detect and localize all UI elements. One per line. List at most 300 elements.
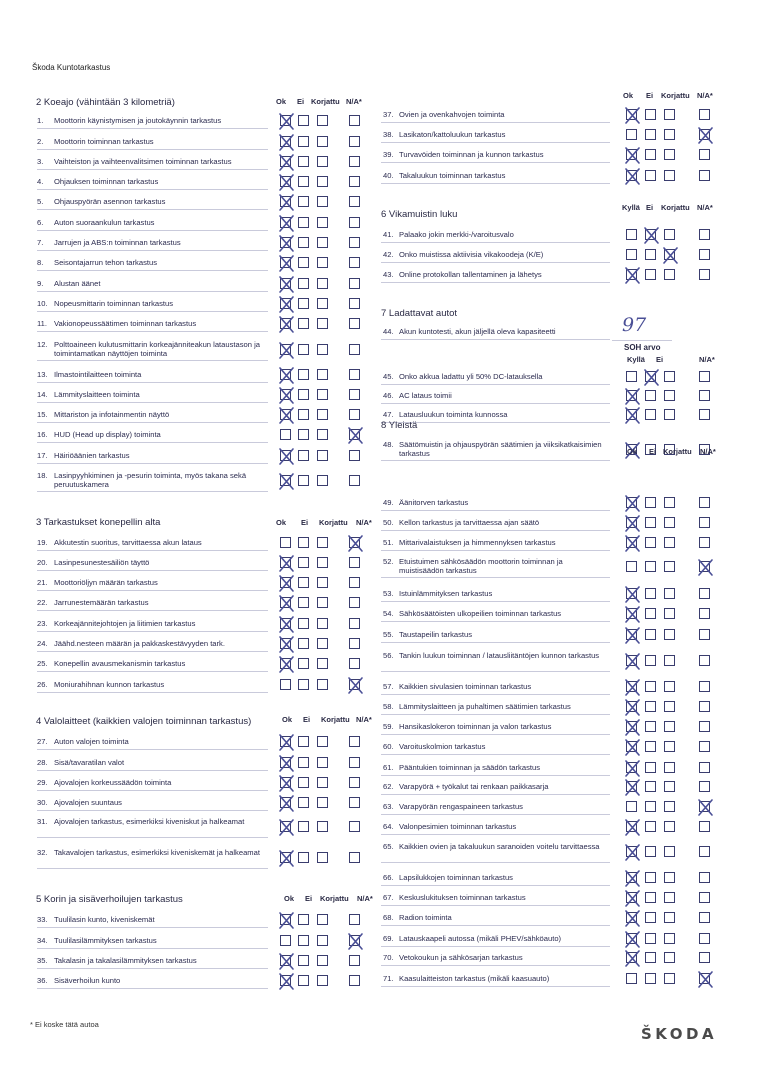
checklist-item — [37, 936, 268, 945]
checkbox-ei[interactable] — [645, 821, 656, 832]
checkbox-korjattu[interactable] — [317, 196, 328, 207]
checkbox-ok[interactable] — [280, 196, 291, 207]
checkbox-na[interactable] — [349, 557, 360, 568]
checkbox-na[interactable] — [349, 757, 360, 768]
checkbox-korjattu[interactable] — [664, 872, 675, 883]
checkbox-ei[interactable] — [298, 777, 309, 788]
checkbox-ok[interactable] — [280, 955, 291, 966]
checkbox-korjattu[interactable] — [664, 561, 675, 572]
checkbox-ok[interactable] — [626, 762, 637, 773]
checkbox-ok[interactable] — [280, 537, 291, 548]
checkbox-ok[interactable] — [626, 371, 637, 382]
checkbox-ei[interactable] — [298, 757, 309, 768]
checkbox-ok[interactable] — [280, 975, 291, 986]
checkbox-ei[interactable] — [298, 736, 309, 747]
checkbox-ei[interactable] — [645, 912, 656, 923]
checkbox-ok[interactable] — [626, 973, 637, 984]
checkbox-na[interactable] — [349, 389, 360, 400]
checkbox-ei[interactable] — [298, 618, 309, 629]
checkbox-na[interactable] — [349, 777, 360, 788]
checkbox-ok[interactable] — [280, 429, 291, 440]
checkbox-ok[interactable] — [626, 269, 637, 280]
check-mark — [278, 342, 295, 359]
item-number: 24. — [37, 639, 48, 648]
checkbox-ok[interactable] — [626, 912, 637, 923]
column-header-ok: Ok — [282, 715, 293, 724]
checkbox-korjattu[interactable] — [664, 537, 675, 548]
checkbox-na[interactable] — [699, 781, 710, 792]
checkbox-na[interactable] — [699, 390, 710, 401]
checkbox-korjattu[interactable] — [317, 679, 328, 690]
checkbox-na[interactable] — [699, 129, 710, 140]
checkbox-na[interactable] — [349, 136, 360, 147]
checkbox-ei[interactable] — [298, 318, 309, 329]
checkbox-ok[interactable] — [626, 588, 637, 599]
checkbox-korjattu[interactable] — [317, 777, 328, 788]
checkbox-ok[interactable] — [280, 217, 291, 228]
checkbox-ei[interactable] — [298, 409, 309, 420]
checkbox-na[interactable] — [699, 497, 710, 508]
checkbox-ok[interactable] — [280, 679, 291, 690]
checkbox-na[interactable] — [349, 618, 360, 629]
checkbox-ei[interactable] — [645, 701, 656, 712]
row-underline — [37, 189, 268, 190]
checkbox-ok[interactable] — [626, 655, 637, 666]
checkbox-ok[interactable] — [280, 344, 291, 355]
checkbox-ei[interactable] — [645, 629, 656, 640]
checkbox-ok[interactable] — [280, 475, 291, 486]
checkbox-na[interactable] — [699, 170, 710, 181]
checkbox-korjattu[interactable] — [317, 597, 328, 608]
checkbox-na[interactable] — [699, 701, 710, 712]
checkbox-ok[interactable] — [280, 156, 291, 167]
checkbox-na[interactable] — [699, 109, 710, 120]
item-text: Latausluukun toiminta kunnossa — [399, 410, 508, 419]
checkbox-ok[interactable] — [280, 658, 291, 669]
checkbox-ok[interactable] — [280, 318, 291, 329]
checkbox-na[interactable] — [349, 344, 360, 355]
checkbox-ei[interactable] — [298, 257, 309, 268]
checkbox-ei[interactable] — [645, 973, 656, 984]
checkbox-na[interactable] — [699, 149, 710, 160]
checkbox-na[interactable] — [349, 955, 360, 966]
checkbox-ok[interactable] — [280, 257, 291, 268]
checkbox-ok[interactable] — [280, 557, 291, 568]
checkbox-ok[interactable] — [280, 176, 291, 187]
checkbox-korjattu[interactable] — [664, 149, 675, 160]
checkbox-korjattu[interactable] — [664, 952, 675, 963]
item-number: 15. — [37, 410, 48, 419]
item-text: Nopeusmittarin toiminnan tarkastus — [54, 299, 174, 308]
checkbox-korjattu[interactable] — [317, 797, 328, 808]
checkbox-ok[interactable] — [626, 517, 637, 528]
checkbox-na[interactable] — [349, 298, 360, 309]
checkbox-ok[interactable] — [280, 914, 291, 925]
checkbox-korjattu[interactable] — [317, 136, 328, 147]
checkbox-korjattu[interactable] — [664, 933, 675, 944]
checkbox-ei[interactable] — [645, 608, 656, 619]
checkbox-korjattu[interactable] — [317, 369, 328, 380]
checkbox-korjattu[interactable] — [317, 475, 328, 486]
checkbox-korjattu[interactable] — [664, 821, 675, 832]
checkbox-ei[interactable] — [298, 136, 309, 147]
column-header-ei: Ei — [305, 894, 313, 903]
row-underline — [381, 142, 610, 143]
checkbox-korjattu[interactable] — [664, 762, 675, 773]
checkbox-korjattu[interactable] — [317, 176, 328, 187]
checkbox-na[interactable] — [349, 797, 360, 808]
checkbox-korjattu[interactable] — [317, 658, 328, 669]
checkbox-na[interactable] — [349, 429, 360, 440]
checkbox-korjattu[interactable] — [317, 298, 328, 309]
checkbox-na[interactable] — [699, 608, 710, 619]
checkbox-ei[interactable] — [298, 821, 309, 832]
checkbox-ok[interactable] — [626, 721, 637, 732]
checkbox-ei[interactable] — [645, 561, 656, 572]
checkbox-korjattu[interactable] — [317, 257, 328, 268]
checkbox-ok[interactable] — [626, 497, 637, 508]
checkbox-na[interactable] — [349, 217, 360, 228]
checkbox-ei[interactable] — [645, 537, 656, 548]
checkbox-korjattu[interactable] — [317, 389, 328, 400]
checkbox-korjattu[interactable] — [317, 577, 328, 588]
checklist-item — [383, 630, 610, 639]
checkbox-na[interactable] — [349, 638, 360, 649]
checkbox-korjattu[interactable] — [317, 821, 328, 832]
checkbox-na[interactable] — [699, 721, 710, 732]
checkbox-ei[interactable] — [645, 588, 656, 599]
checkbox-korjattu[interactable] — [317, 736, 328, 747]
checkbox-korjattu[interactable] — [317, 914, 328, 925]
checkbox-ei[interactable] — [298, 217, 309, 228]
checkbox-na[interactable] — [349, 278, 360, 289]
checkbox-ei[interactable] — [298, 679, 309, 690]
checkbox-ei[interactable] — [298, 597, 309, 608]
checkbox-na[interactable] — [699, 229, 710, 240]
checkbox-na[interactable] — [699, 801, 710, 812]
checkbox-korjattu[interactable] — [317, 537, 328, 548]
checkbox-na[interactable] — [349, 537, 360, 548]
checkbox-korjattu[interactable] — [664, 497, 675, 508]
checkbox-ok[interactable] — [280, 237, 291, 248]
checkbox-ei[interactable] — [645, 497, 656, 508]
checkbox-na[interactable] — [349, 196, 360, 207]
checkbox-ei[interactable] — [645, 229, 656, 240]
checkbox-ei[interactable] — [298, 369, 309, 380]
checkbox-na[interactable] — [699, 933, 710, 944]
checkbox-ok[interactable] — [626, 149, 637, 160]
checkbox-na[interactable] — [699, 655, 710, 666]
checkbox-ok[interactable] — [626, 681, 637, 692]
checkbox-korjattu[interactable] — [317, 237, 328, 248]
checkbox-korjattu[interactable] — [664, 588, 675, 599]
checkbox-ei[interactable] — [645, 781, 656, 792]
checkbox-na[interactable] — [699, 269, 710, 280]
checkbox-na[interactable] — [699, 973, 710, 984]
checkbox-korjattu[interactable] — [664, 229, 675, 240]
checkbox-ei[interactable] — [298, 237, 309, 248]
checkbox-korjattu[interactable] — [664, 892, 675, 903]
checkbox-ok[interactable] — [280, 797, 291, 808]
checkbox-ei[interactable] — [298, 955, 309, 966]
checkbox-ei[interactable] — [645, 109, 656, 120]
checkbox-ei[interactable] — [298, 115, 309, 126]
checkbox-ok[interactable] — [280, 278, 291, 289]
checkbox-ei[interactable] — [298, 975, 309, 986]
checkbox-na[interactable] — [349, 156, 360, 167]
checkbox-korjattu[interactable] — [317, 975, 328, 986]
checkbox-ei[interactable] — [298, 914, 309, 925]
checkbox-ei[interactable] — [645, 762, 656, 773]
checkbox-korjattu[interactable] — [664, 912, 675, 923]
checkbox-ok[interactable] — [626, 229, 637, 240]
checkbox-ok[interactable] — [626, 801, 637, 812]
checkbox-ei[interactable] — [645, 952, 656, 963]
checkbox-korjattu[interactable] — [317, 955, 328, 966]
checkbox-na[interactable] — [349, 975, 360, 986]
row-underline — [37, 491, 268, 492]
checkbox-korjattu[interactable] — [664, 973, 675, 984]
check-mark — [624, 679, 641, 696]
checkbox-korjattu[interactable] — [664, 721, 675, 732]
checkbox-ei[interactable] — [645, 846, 656, 857]
checkbox-ei[interactable] — [298, 429, 309, 440]
checkbox-ei[interactable] — [645, 371, 656, 382]
checkbox-ei[interactable] — [645, 390, 656, 401]
checkbox-ei[interactable] — [645, 249, 656, 260]
checkbox-korjattu[interactable] — [317, 618, 328, 629]
checkbox-korjattu[interactable] — [664, 269, 675, 280]
checkbox-ok[interactable] — [280, 450, 291, 461]
checkbox-korjattu[interactable] — [317, 344, 328, 355]
checkbox-korjattu[interactable] — [317, 409, 328, 420]
checkbox-ei[interactable] — [298, 176, 309, 187]
checkbox-na[interactable] — [349, 409, 360, 420]
checkbox-ok[interactable] — [626, 561, 637, 572]
checkbox-ok[interactable] — [280, 136, 291, 147]
checkbox-ok[interactable] — [280, 298, 291, 309]
checkbox-na[interactable] — [699, 892, 710, 903]
checkbox-ok[interactable] — [626, 109, 637, 120]
checkbox-na[interactable] — [699, 409, 710, 420]
checkbox-na[interactable] — [349, 852, 360, 863]
checkbox-ei[interactable] — [298, 450, 309, 461]
check-mark — [347, 535, 364, 552]
checkbox-na[interactable] — [349, 475, 360, 486]
checkbox-ei[interactable] — [645, 933, 656, 944]
checkbox-ok[interactable] — [280, 577, 291, 588]
checkbox-ei[interactable] — [645, 681, 656, 692]
checkbox-ok[interactable] — [626, 537, 637, 548]
checkbox-ei[interactable] — [645, 892, 656, 903]
checkbox-na[interactable] — [699, 561, 710, 572]
checkbox-ok[interactable] — [626, 409, 637, 420]
checkbox-na[interactable] — [699, 371, 710, 382]
checkbox-ok[interactable] — [626, 846, 637, 857]
checkbox-na[interactable] — [349, 318, 360, 329]
checkbox-na[interactable] — [699, 681, 710, 692]
checkbox-ei[interactable] — [298, 658, 309, 669]
item-number: 19. — [37, 538, 48, 547]
checkbox-korjattu[interactable] — [664, 781, 675, 792]
checkbox-korjattu[interactable] — [317, 278, 328, 289]
checkbox-ok[interactable] — [280, 409, 291, 420]
checkbox-ei[interactable] — [645, 517, 656, 528]
checkbox-na[interactable] — [699, 249, 710, 260]
checkbox-na[interactable] — [699, 952, 710, 963]
checkbox-korjattu[interactable] — [664, 608, 675, 619]
checkbox-ok[interactable] — [626, 872, 637, 883]
checkbox-ok[interactable] — [280, 389, 291, 400]
checkbox-ei[interactable] — [298, 156, 309, 167]
checkbox-na[interactable] — [349, 679, 360, 690]
checkbox-korjattu[interactable] — [664, 371, 675, 382]
item-number: 45. — [383, 372, 394, 381]
checkbox-na[interactable] — [349, 450, 360, 461]
checkbox-korjattu[interactable] — [664, 629, 675, 640]
checkbox-ei[interactable] — [645, 741, 656, 752]
checkbox-ok[interactable] — [626, 608, 637, 619]
checkbox-korjattu[interactable] — [317, 638, 328, 649]
checkbox-korjattu[interactable] — [664, 801, 675, 812]
item-text: Tankin luukun toiminnan / latausliitäntöjen kunnon tarkastus — [399, 651, 600, 660]
checkbox-ok[interactable] — [626, 629, 637, 640]
check-mark — [624, 606, 641, 623]
checkbox-ei[interactable] — [645, 655, 656, 666]
checkbox-ei[interactable] — [645, 170, 656, 181]
checkbox-na[interactable] — [699, 872, 710, 883]
checkbox-na[interactable] — [349, 736, 360, 747]
checkbox-ok[interactable] — [626, 701, 637, 712]
checkbox-na[interactable] — [349, 237, 360, 248]
checkbox-na[interactable] — [699, 629, 710, 640]
checkbox-korjattu[interactable] — [317, 318, 328, 329]
checkbox-na[interactable] — [699, 517, 710, 528]
checkbox-ei[interactable] — [645, 269, 656, 280]
checkbox-na[interactable] — [699, 741, 710, 752]
checkbox-ei[interactable] — [298, 344, 309, 355]
checkbox-ok[interactable] — [280, 369, 291, 380]
checkbox-ok[interactable] — [626, 170, 637, 181]
checkbox-korjattu[interactable] — [664, 109, 675, 120]
checkbox-korjattu[interactable] — [317, 757, 328, 768]
checkbox-ei[interactable] — [298, 577, 309, 588]
checkbox-ei[interactable] — [298, 389, 309, 400]
checkbox-ei[interactable] — [298, 278, 309, 289]
checkbox-ei[interactable] — [645, 801, 656, 812]
checkbox-na[interactable] — [349, 597, 360, 608]
checkbox-korjattu[interactable] — [664, 249, 675, 260]
checkbox-ei[interactable] — [645, 129, 656, 140]
checkbox-korjattu[interactable] — [317, 156, 328, 167]
checkbox-ok[interactable] — [626, 390, 637, 401]
checkbox-korjattu[interactable] — [317, 115, 328, 126]
checkbox-ok[interactable] — [626, 933, 637, 944]
checkbox-ok[interactable] — [626, 249, 637, 260]
checkbox-korjattu[interactable] — [664, 409, 675, 420]
checklist-item — [383, 250, 610, 259]
checkbox-ok[interactable] — [626, 821, 637, 832]
checkbox-korjattu[interactable] — [664, 741, 675, 752]
checkbox-ok[interactable] — [280, 777, 291, 788]
checkbox-ok[interactable] — [280, 638, 291, 649]
checkbox-ok[interactable] — [626, 781, 637, 792]
checkbox-korjattu[interactable] — [664, 517, 675, 528]
checkbox-ok[interactable] — [280, 736, 291, 747]
checkbox-korjattu[interactable] — [317, 852, 328, 863]
item-text: Sisä/tavaratilan valot — [54, 758, 125, 767]
checkbox-korjattu[interactable] — [664, 681, 675, 692]
checkbox-ok[interactable] — [280, 757, 291, 768]
checkbox-na[interactable] — [349, 577, 360, 588]
checkbox-na[interactable] — [699, 588, 710, 599]
row-underline — [381, 122, 610, 123]
checkbox-ok[interactable] — [280, 597, 291, 608]
checkbox-ei[interactable] — [298, 196, 309, 207]
checkbox-korjattu[interactable] — [664, 655, 675, 666]
checkbox-na[interactable] — [349, 821, 360, 832]
checkbox-na[interactable] — [699, 762, 710, 773]
checkbox-na[interactable] — [699, 537, 710, 548]
checkbox-korjattu[interactable] — [317, 935, 328, 946]
checkbox-ok[interactable] — [280, 115, 291, 126]
checkbox-ei[interactable] — [298, 557, 309, 568]
checkbox-ok[interactable] — [280, 618, 291, 629]
checkbox-ok[interactable] — [626, 741, 637, 752]
checkbox-ei[interactable] — [298, 935, 309, 946]
checkbox-ei[interactable] — [298, 475, 309, 486]
checkbox-ei[interactable] — [645, 721, 656, 732]
checkbox-korjattu[interactable] — [664, 846, 675, 857]
checkbox-ei[interactable] — [645, 872, 656, 883]
item-number: 59. — [383, 722, 394, 731]
checkbox-na[interactable] — [349, 658, 360, 669]
checkbox-ok[interactable] — [626, 892, 637, 903]
checkbox-ei[interactable] — [298, 797, 309, 808]
checkbox-na[interactable] — [349, 257, 360, 268]
checkbox-korjattu[interactable] — [664, 170, 675, 181]
row-underline — [381, 965, 610, 966]
checkbox-ei[interactable] — [298, 852, 309, 863]
checkbox-ok[interactable] — [626, 129, 637, 140]
checkbox-korjattu[interactable] — [317, 217, 328, 228]
checkbox-ok[interactable] — [280, 935, 291, 946]
row-underline — [381, 642, 610, 643]
checkbox-na[interactable] — [699, 821, 710, 832]
checkbox-ok[interactable] — [280, 821, 291, 832]
checkbox-ei[interactable] — [298, 298, 309, 309]
checkbox-na[interactable] — [699, 846, 710, 857]
checkbox-ei[interactable] — [645, 149, 656, 160]
checkbox-na[interactable] — [699, 912, 710, 923]
checkbox-ok[interactable] — [626, 952, 637, 963]
checkbox-korjattu[interactable] — [317, 429, 328, 440]
checkbox-na[interactable] — [349, 369, 360, 380]
checkbox-korjattu[interactable] — [664, 129, 675, 140]
checkbox-ei[interactable] — [298, 537, 309, 548]
checkbox-na[interactable] — [349, 176, 360, 187]
checkbox-korjattu[interactable] — [664, 390, 675, 401]
checkbox-na[interactable] — [349, 935, 360, 946]
checkbox-ei[interactable] — [645, 409, 656, 420]
checkbox-na[interactable] — [349, 115, 360, 126]
checkbox-korjattu[interactable] — [317, 557, 328, 568]
checkbox-korjattu[interactable] — [664, 701, 675, 712]
checkbox-ok[interactable] — [280, 852, 291, 863]
checkbox-na[interactable] — [349, 914, 360, 925]
checkbox-korjattu[interactable] — [317, 450, 328, 461]
checkbox-ei[interactable] — [298, 638, 309, 649]
